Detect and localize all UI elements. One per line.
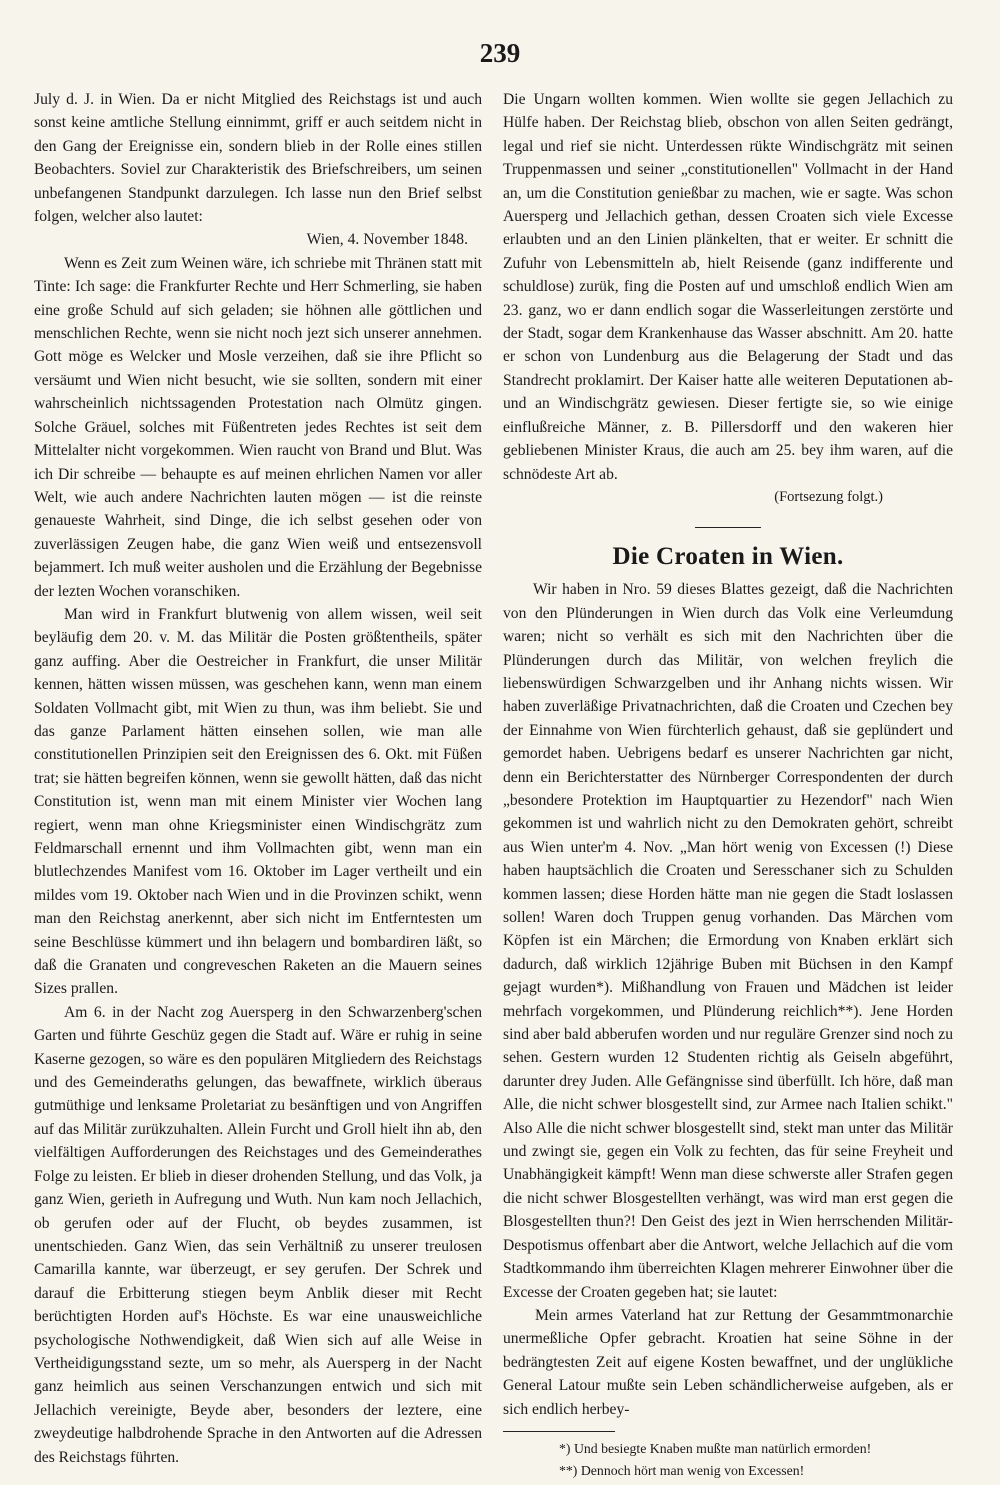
footnote-1: *) Und besiegte Knaben mußte man natürlich ermorden! bbox=[559, 1440, 872, 1456]
page-number: 239 bbox=[479, 38, 521, 68]
section-divider bbox=[695, 527, 761, 528]
continuation-note: (Fortsezung folgt.) bbox=[774, 488, 883, 505]
footnote-rule bbox=[503, 1431, 615, 1432]
left-paragraph-1: July d. J. in Wien. Da er nicht Mitglied des Reichstags ist und auch sonst keine amtliche Stellung einnimmt, griff er auch seitdem nicht in den Gang der Ereignisse ein, sondern blieb in der Rolle eines stillen Beobachters. Soviel zur Charakteristik des Briefschreibers, um seinen unbefangenen Standpunkt darzulegen. Ich lasse nun den Brief selbst folgen, welcher also lautet: bbox=[34, 91, 482, 226]
left-paragraph-2: Wenn es Zeit zum Weinen wäre, ich schriebe mit Thränen statt mit Tinte: Ich sage: die Frankfurter Rechte und Herr Schmerling, sie haben eine große Schuld auf sich geladen; sie höhnen alle göttlichen und menschlichen Rechte, wenn sie nicht noch jezt sich unserer annehmen. Gott möge es Welcker und Mosle verzeihen, daß sie ihre Pflicht so versäumt und Wien nicht besucht, wie sie sollten, sondern mit einer wahrscheinlich nichtssagenden Protestation nach Olmütz gingen. Solche Gräuel, solches mit Füßentreten jedes Rechtes ist seit dem Mittelalter nicht vorgekommen. Wien raucht von Brand und Blut. Was ich Dir schreibe — behaupte es auf meinen ehrlichen Namen vor aller Welt, wie auch andere Nachrichten lauten mögen — ist die reinste genaueste Wahrheit, sind Dinge, die ich selbst gesehen oder von zuverlässigen Zeugen habe, die ganz Wien weiß und entsezensvoll bejammert. Ich muß weiter ausholen und die Erzählung der Begebnisse der lezten Wochen voranschiken. bbox=[34, 254, 482, 600]
article-paragraph-2: Mein armes Vaterland hat zur Rettung der Gesammtmonarchie unermeßliche Opfer gebracht. Kroatien hat seine Söhne in der bedrängtesten Zeit auf eigene Kosten bewaffnet, und der unglükliche General Latour mußte sein Leben schändlicherweise aufgeben, als er sich endlich herbey- bbox=[503, 1306, 953, 1418]
article-paragraph-1: Wir haben in Nro. 59 dieses Blattes gezeigt, daß die Nachrichten von den Plünderungen in Wien durch das Volk eine Verleumdung waren; nicht so verhält es sich mit den Nachrichten über die Plünderungen durch das Militär, von welchen freylich die liebenswürdigen Schwarzgelben und ihr Anhang nichts wissen. Wir haben zuverläßige Privatnachrichten, daß die Croaten und Czechen bey der Einnahme von Wien fürchterlich gehaust, daß sie geplündert und gemordet haben. Uebrigens bedarf es unserer Nachrichten gar nicht, denn ein Berichterstatter des Nürnberger Correspondenten der durch „besondere Protektion im Hauptquartier zu Hezendorf" nach Wien gekommen ist und wahrlich nicht zu den Demokraten gehört, schreibt aus Wien unter'm 4. Nov. „Man hört wenig von Excessen (!) Diese haben hauptsächlich die Croaten und Seresschaner sich zu Schulden kommen lassen; diese Horden hätte man nie gegen die Stadt loslassen sollen! Waren doch Truppen genug vorhanden. Das Märchen vom Köpfen ist ein Märchen; die Ermordung von Knaben erklärt sich dadurch, daß wirklich 12jährige Buben mit Büchsen in den Kampf gejagt wurden*). Mißhandlung von Frauen und Mädchen ist leider mehrfach vorgekommen, und Plünderung reichlich**). Jene Horden sind aber bald abberufen worden und nur reguläre Grenzer sind noch zu sehen. Gestern wurden 12 Studenten richtig als Geiseln abgeführt, darunter drey Juden. Alle Gefängnisse sind überfüllt. Ich höre, daß man Alle, die nicht schwer blosgestellt sind, zur Armee nach Italien schikt." Also Alle die nicht schwer blosgestellt sind, stekt man unter das Militär und zwingt sie, gegen ein Volk zu fechten, das für seine Freyheit und Unabhängigkeit kämpft! Wenn man diese schwerste aller Strafen gegen die nicht schwer Blosgestellten verhängt, was wird man erst gegen die Blosgestellten thun?! Den Geist des jezt in Wien herrschenden Militär-Despotismus offenbart aber die Antwort, welche Jellachich auf die vom Stadtkommando ihm überreichten Klagen mehrerer Einwohner über die Excesse der Croaten gegeben hat; sie lautet: bbox=[503, 581, 953, 1301]
letter-date: Wien, 4. November 1848. bbox=[306, 231, 468, 249]
right-column bbox=[503, 88, 953, 1482]
left-column bbox=[34, 88, 482, 1469]
right-paragraph-1: Die Ungarn wollten kommen. Wien wollte sie gegen Jellachich zu Hülfe haben. Der Reichstag blieb, obschon von allen Seiten gedrängt, legal und rief sie nicht. Unterdessen rükte Windischgrätz mit seinen Truppenmassen und seiner „constitutionellen" Vollmacht in der Hand an, um die Constitution genießbar zu machen, wie er sagte. Was schon Auersperg und Jellachich gethan, dessen Croaten sich viele Excesse erlaubten und an den Linien plänkelten, that er weiter. Er schnitt die Zufuhr von Lebensmitteln ab, hielt Reisende (ganz indifferente und schuldlose) zurük, fing die Posten auf und umschloß endlich Wien am 23. ganz, wo er dann endlich sogar die Wasserleitungen zerstörte und der Stadt, sogar dem Krankenhause das Wasser abschnitt. Am 20. hatte er schon von Lundenburg aus die Belagerung der Stadt und das Standrecht proklamirt. Der Kaiser hatte alle weiteren Deputationen ab- und an Windischgrätz gewiesen. Dieser fertigte sie, so wie einige einflußreiche Männer, z. B. Pillersdorff und den wakeren hier gebliebenen Minister Kraus, die auch am 25. bey ihm waren, auf die schnödeste Art ab. bbox=[503, 91, 953, 483]
article-title: Die Croaten in Wien. bbox=[612, 543, 844, 571]
left-paragraph-3: Man wird in Frankfurt blutwenig von allem wissen, weil seit beyläufig dem 20. v. M. das Militär die Posten größtentheils, später ganz auffing. Aber die Oestreicher in Frankfurt, die unser Militär kennen, hätten wissen müssen, was geschehen kann, wenn man einem Soldaten Vollmacht gibt, mit Wien zu thun, was ihm beliebt. Sie und das ganze Parlament hätten einsehen sollen, wie man alle constitutionellen Prinzipien seit den Ereignissen des 6. Okt. mit Füßen trat; sie hätten begreifen können, wenn sie gewollt hätten, daß das nicht Constitution ist, wenn man mit einem Minister vier Wochen lang regiert, wenn man ohne Kriegsminister einen Windischgrätz zum Feldmarschall ernennt und ihm Vollmachten gibt, wenn man ein blutlechzendes Manifest vom 16. Oktober im Lager vertheilt und ein mildes vom 19. Oktober nach Wien und in die Provinzen schikt, wenn man den Reichstag anerkennt, aber sich nicht im Entferntesten um seine Beschlüsse kümmert und ihn belagern und bombardiren läßt, so daß die Granaten und congreveschen Raketen an die Mauern seines Sizes prallen. bbox=[34, 605, 482, 998]
left-paragraph-4: Am 6. in der Nacht zog Auersperg in den Schwarzenberg'schen Garten und führte Geschüz gegen die Stadt auf. Wäre er ruhig in seine Kaserne gezogen, so wäre es den populären Mitgliedern des Reichstags und des Gemeinderaths gelungen, das bewaffnete, wirklich überaus gutmüthige und lenksame Proletariat zu besänftigen und von Angriffen auf das Militär zurükzuhalten. Allein Furcht und Groll hielt ihn ab, den vielfältigen Aufforderungen des Reichstages und des Gemeinderathes Folge zu leisten. Er blieb in dieser drohenden Stellung, und das Volk, ja ganz Wien, gerieth in Aufregung und Wuth. Nun kam noch Jellachich, ob gerufen oder auf der Flucht, ob beydes zusammen, ist unentschieden. Ganz Wien, das sein Verhältniß zu unserer treulosen Camarilla kannte, war überzeugt, er sey gerufen. Der Schrek und darauf die Erbitterung stiegen beym Anblik dieser mit Recht berüchtigten Horden auf's Höchste. Es war eine unausweichliche psychologische Nothwendigkeit, daß Wien sich auf alle Weise in Vertheidigungsstand sezte, um so mehr, als Auersperg in der Nacht ganz heimlich aus seinen Verschanzungen entwich und sich mit Jellachich vereinigte, Beyde aber, besonders der leztere, eine zweydeutige halbdrohende Sprache in den Antworten auf die Adressen des Reichstags führten. bbox=[34, 1003, 482, 1466]
footnote-2: **) Dennoch hört man wenig von Excessen! bbox=[559, 1462, 805, 1478]
